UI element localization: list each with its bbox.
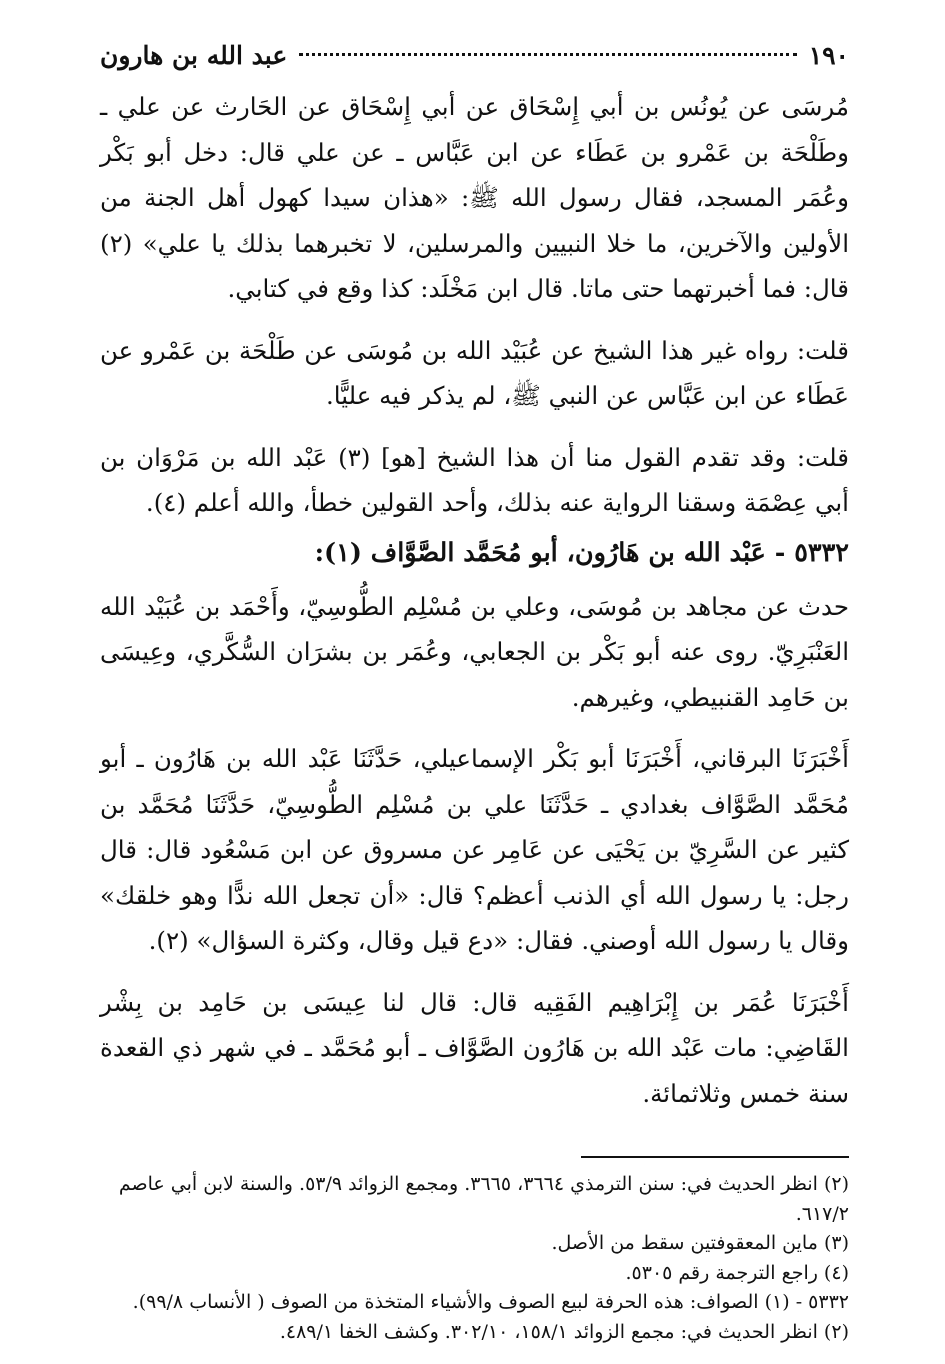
paragraph-death-date: أَخْبَرَنَا عُمَر بن إِبْرَاهِيم الفَقِيه قال: قال لنا عِيسَى بن حَامِد بن بِشْر القَاضِي: مات عَبْد الله بن هَارُون الصَّوَّاف ـ أبو مُحَمَّد ـ في شهر ذي القعدة سنة خمس وثلاثمائة. [100, 987, 849, 1108]
header-dot-leader [299, 53, 796, 56]
running-title: عبد الله بن هارون [100, 41, 288, 70]
footnote-item: (٢) انظر الحديث في: مجمع الزوائد ١٥٨/١، ٣٠٢/١٠. وكشف الخفا ٤٨٩/١. [279, 1320, 849, 1343]
page-header [100, 36, 849, 76]
footnote-item: (٤) راجع الترجمة رقم ٥٣٠٥. [625, 1261, 849, 1284]
page-number: ١٩٠ [808, 41, 849, 70]
footnotes [100, 1170, 849, 1347]
footnote-item: ٥٣٣٢ - (١) الصواف: هذه الحرفة لبيع الصوف والأشياء المتخذة من الصوف ( الأنساب ٩٩/٨). [132, 1291, 849, 1313]
paragraph-hadith: أَخْبَرَنَا البرقاني، أَخْبَرَنَا أبو بَكْر الإسماعيلي، حَدَّثَنَا عَبْد الله بن هَارُون ـ أبو مُحَمَّد الصَّوَّاف بغدادي ـ حَدَّثَنَا علي بن مُسْلِم الطُّوسِيّ، حَدَّثَنَا مُحَمَّد بن كثير عن السَّرِيّ بن يَحْيَى عن عَامِر عن مسروق عن ابن مَسْعُود قال: قال رجل: يا رسول الله أي الذنب أعظم؟ قال: «أن تجعل الله ندًّا وهو خلقك» وقال يا رسول الله أوصني. فقال: «دع قيل وقال، وكثرة السؤال» (٢). [100, 744, 849, 955]
footnote-item: (٣) ماين المعقوفتين سقط من الأصل. [551, 1232, 849, 1254]
footnote-item: (٢) انظر الحديث في: سنن الترمذي ٣٦٦٤، ٣٦٦٥. ومجمع الزوائد ٥٣/٩. والسنة لابن أبي عاصم ٦١٧/٢. [118, 1173, 849, 1225]
footnote-separator [581, 1156, 849, 1158]
paragraph-hadith-continuation: مُرسَى عن يُونُس بن أبي إِسْحَاق عن أبي إِسْحَاق عن الحَارث عن علي ـ وطَلْحَة بن عَمْرو بن عَطَاء عن ابن عَبَّاس ـ عن علي قال: دخل أبو بَكْر وعُمَر المسجد، فقال رسول الله ﷺ: «هذان سيدا كهول أهل الجنة من الأولين والآخرين، ما خلا النبيين والمرسلين، لا تخبرهما بذلك يا علي» (٢) قال: فما أخبرتهما حتى ماتا. قال ابن مَخْلَد: كذا وقع في كتابي. [100, 92, 849, 303]
paragraph-note-1: قلت: رواه غير هذا الشيخ عن عُبَيْد الله بن مُوسَى عن طَلْحَة بن عَمْرو عن عَطَاء عن ابن عَبَّاس عن النبي ﷺ، لم يذكر فيه عليًّا. [100, 335, 849, 410]
paragraph-biography: حدث عن مجاهد بن مُوسَى، وعلي بن مُسْلِم الطُّوسِيّ، وأَحْمَد بن عُبَيْد الله العَنْبَرِيّ. روى عنه أبو بَكْر بن الجعابي، وعُمَر بن بشرَان السُّكَّري، وعِيسَى بن حَامِد القنبيطي، وغيرهم. [100, 591, 849, 712]
paragraph-note-2: قلت: وقد تقدم القول منا أن هذا الشيخ [هو] (٣) عَبْد الله بن مَرْوَان بن أبي عِصْمَة وسقنا الرواية عنه بذلك، وأحد القولين خطأ، والله أعلم (٤). [100, 442, 849, 517]
entry-title: ٥٣٣٢ - عَبْد الله بن هَارُون، أبو مُحَمَّد الصَّوَّاف (١): [314, 537, 849, 568]
